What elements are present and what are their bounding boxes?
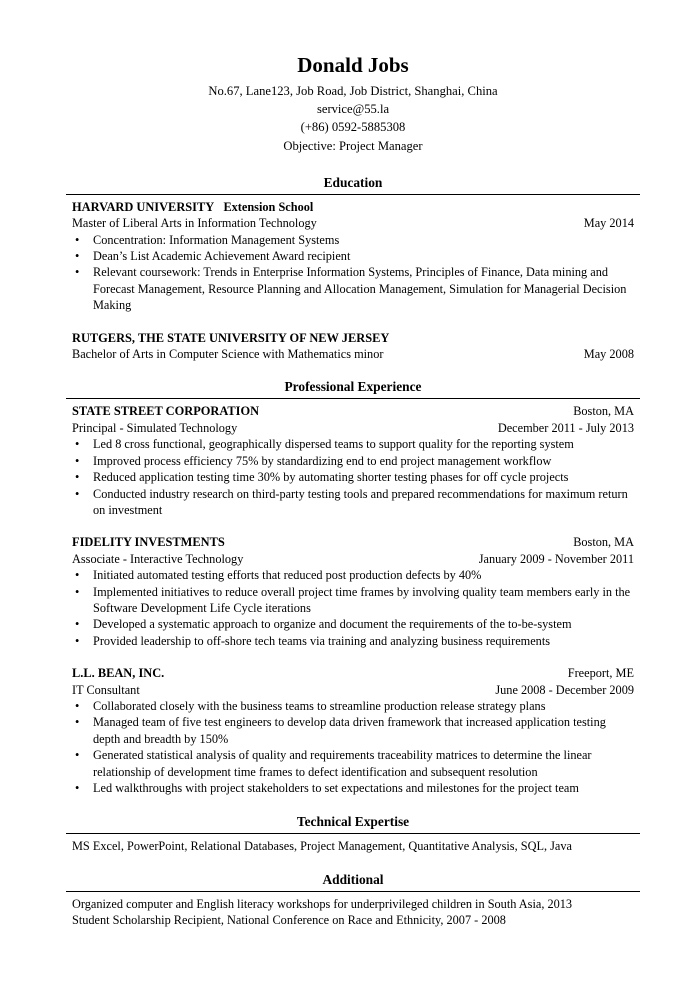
- list-item: • Initiated automated testing efforts that reduced post production defects by 40%: [72, 567, 634, 583]
- job-ll-bean: [72, 665, 634, 796]
- list-item: • Collaborated closely with the business teams to streamline production release strategy plans: [72, 698, 634, 714]
- list-item: • Reduced application testing time 30% by automating shorter testing phases for off cycle projects: [72, 469, 634, 485]
- additional-line: Organized computer and English literacy workshops for underprivileged children in South Asia, 2013: [72, 896, 573, 911]
- job-state-street: [72, 403, 634, 518]
- technical-skills: MS Excel, PowerPoint, Relational Databases, Project Management, Quantitative Analysis, SQL, Java: [72, 839, 572, 854]
- list-item: • Led 8 cross functional, geographically dispersed teams to support quality for the reporting system: [72, 436, 634, 452]
- school-subname: Extension School: [223, 199, 314, 214]
- list-item: • Provided leadership to off-shore tech teams via training and analyzing business requirements: [72, 633, 634, 649]
- list-item: • Improved process efficiency 75% by standardizing end to end project management workflow: [72, 453, 634, 469]
- company-name: L.L. BEAN, INC.: [72, 666, 165, 681]
- job-location: Freeport, ME: [567, 666, 634, 681]
- candidate-name: Donald Jobs: [297, 53, 409, 77]
- school-rutgers: [72, 330, 634, 363]
- job-dates: January 2009 - November 2011: [478, 551, 634, 566]
- objective: Objective: Project Manager: [283, 138, 423, 153]
- education-title: Education: [323, 174, 383, 190]
- section-divider: [66, 891, 640, 892]
- email: service@55.la: [316, 102, 390, 117]
- list-item: • Dean’s List Academic Achievement Award recipient: [72, 248, 634, 264]
- technical-title: Technical Expertise: [296, 814, 410, 830]
- additional-title: Additional: [322, 871, 384, 887]
- list-item: • Managed team of five test engineers to develop data driven framework that increased application testing depth and breadth by 150%: [72, 714, 634, 747]
- job-role: IT Consultant: [72, 682, 140, 697]
- section-divider: [66, 194, 640, 195]
- list-item: • Led walkthroughs with project stakeholders to set expectations and milestones for the project team: [72, 780, 634, 796]
- school-name: HARVARD UNIVERSITY: [72, 199, 215, 214]
- list-item: • Generated statistical analysis of quality and requirements traceability matrices to determine the linear relationship of development time frames to defect identification and subsequent resolution: [72, 747, 634, 780]
- section-divider: [66, 833, 640, 834]
- company-name: FIDELITY INVESTMENTS: [72, 535, 225, 550]
- list-item: • Implemented initiatives to reduce overall project time frames by involving quality team members early in the Software Development Life Cycle iterations: [72, 584, 634, 617]
- additional-line: Student Scholarship Recipient, National Conference on Race and Ethnicity, 2007 - 2008: [72, 913, 506, 928]
- school-name: RUTGERS, THE STATE UNIVERSITY OF NEW JERSEY: [72, 330, 390, 345]
- address: No.67, Lane123, Job Road, Job District, Shanghai, China: [208, 84, 498, 98]
- job-location: Boston, MA: [573, 535, 634, 550]
- degree: Master of Liberal Arts in Information Technology: [72, 216, 317, 231]
- list-item: • Concentration: Information Management Systems: [72, 232, 634, 248]
- list-item: • Developed a systematic approach to organize and document the requirements of the to-be-system: [72, 616, 634, 632]
- school-harvard: [72, 199, 634, 314]
- phone: (+86) 0592-5885308: [300, 120, 406, 135]
- job-dates: December 2011 - July 2013: [497, 420, 634, 435]
- job-location: Boston, MA: [573, 404, 634, 419]
- section-divider: [66, 398, 640, 399]
- job-fidelity: [72, 534, 634, 649]
- job-dates: June 2008 - December 2009: [495, 682, 634, 697]
- list-item: • Conducted industry research on third-party testing tools and prepared recommendations for maximum return on investment: [72, 486, 634, 519]
- experience-title: Professional Experience: [284, 379, 422, 395]
- degree-date: May 2014: [583, 216, 634, 231]
- company-name: STATE STREET CORPORATION: [72, 404, 260, 419]
- degree-date: May 2008: [583, 347, 634, 362]
- degree: Bachelor of Arts in Computer Science with Mathematics minor: [72, 347, 384, 362]
- job-role: Associate - Interactive Technology: [72, 551, 244, 566]
- list-item: • Relevant coursework: Trends in Enterprise Information Systems, Principles of Finance, Data mining and Forecast Management, Resource Planning and Allocation Management, Simulation for Managerial Decision Making: [72, 264, 634, 313]
- job-role: Principal - Simulated Technology: [72, 420, 238, 435]
